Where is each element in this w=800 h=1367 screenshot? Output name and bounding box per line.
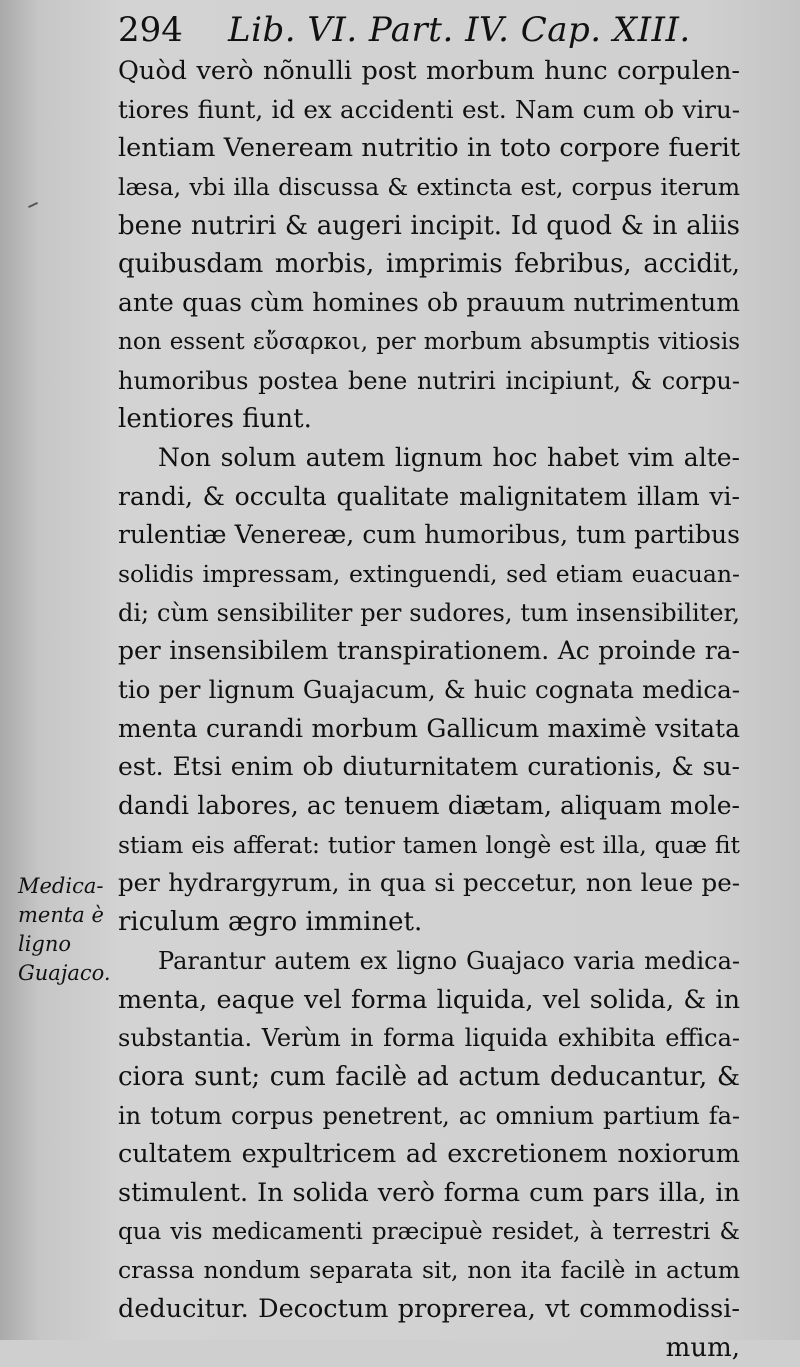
text-line: est. Etsi enim ob diuturnitatem curationis, & su- [118,752,740,782]
text-line: crassa nondum separata sit, non ita facilè in actum [118,1256,740,1285]
text-line: ciora sunt; cum facilè ad actum deducantur, & [118,1061,740,1092]
text-line: di; cùm sensibiliter per sudores, tum insensibiliter, [118,598,740,627]
text-line: menta curandi morbum Gallicum maximè vsitata [118,713,740,743]
text-line: per hydrargyrum, in qua si peccetur, non leue pe- [118,868,740,898]
page-number: 294 [118,10,183,50]
margin-note-line: Guajaco. [18,961,111,985]
text-line: quibusdam morbis, imprimis febribus, accidit, [118,249,740,280]
text-line: lentiores fiunt. [118,404,312,435]
text-line: Parantur autem ex ligno Guajaco varia medica- [158,946,740,975]
text-line: non essent εὔσαρκοι, per morbum absumptis vitiosis [118,328,740,355]
text-line: humoribus postea bene nutriri incipiunt, & corpu- [118,366,740,395]
catchword: mum, [665,1332,740,1363]
text-line: per insensibilem transpirationem. Ac proinde ra- [118,636,740,666]
margin-note-line: ligno [18,932,72,956]
text-line: dandi labores, ac tenuem diætam, aliquam mole- [118,791,740,821]
text-line: Quòd verò nõnulli post morbum hunc corpulen- [118,56,740,86]
text-line: menta, eaque vel forma liquida, vel solida, & in [118,984,740,1015]
text-line: qua vis medicamenti præcipuè residet, à terrestri & [118,1218,740,1245]
margin-note-line: menta è [18,903,104,927]
body-text [118,52,740,1367]
running-head: Lib. VI. Part. IV. Cap. XIII. [228,10,691,50]
text-line: in totum corpus penetrent, ac omnium partium fa- [118,1101,740,1130]
text-line: tiores fiunt, id ex accidenti est. Nam cum ob viru- [118,94,740,124]
text-line: lentiam Veneream nutritio in toto corpore fuerit [118,133,740,164]
text-line: deducitur. Decoctum proprerea, vt commodissi- [118,1294,740,1324]
text-line: stimulent. In solida verò forma cum pars illa, in [118,1177,740,1208]
text-line: riculum ægro imminet. [118,907,423,938]
margin-mark [28,202,38,208]
text-line: læsa, vbi illa discussa & extincta est, corpus iterum [118,173,740,202]
text-line: Non solum autem lignum hoc habet vim alte- [158,442,740,472]
text-line: bene nutriri & augeri incipit. Id quod & in aliis [118,210,740,241]
text-line: stiam eis afferat: tutior tamen longè est illa, quæ fit [118,830,740,859]
text-line: ante quas cùm homines ob prauum nutrimentum [118,288,740,318]
text-line: solidis impressam, extinguendi, sed etiam euacuan- [118,559,740,588]
text-line: cultatem expultricem ad excretionem noxiorum [118,1139,740,1170]
text-line: tio per lignum Guajacum, & huic cognata medica- [118,675,740,704]
page-header [118,10,738,50]
text-line: rulentiæ Venereæ, cum humoribus, tum partibus [118,520,740,550]
text-line: randi, & occulta qualitate malignitatem illam vi- [118,481,740,511]
text-line: substantia. Verùm in forma liquida exhibita effica- [118,1024,740,1053]
margin-note-line: Medica- [18,874,104,898]
margin-note [18,872,118,988]
